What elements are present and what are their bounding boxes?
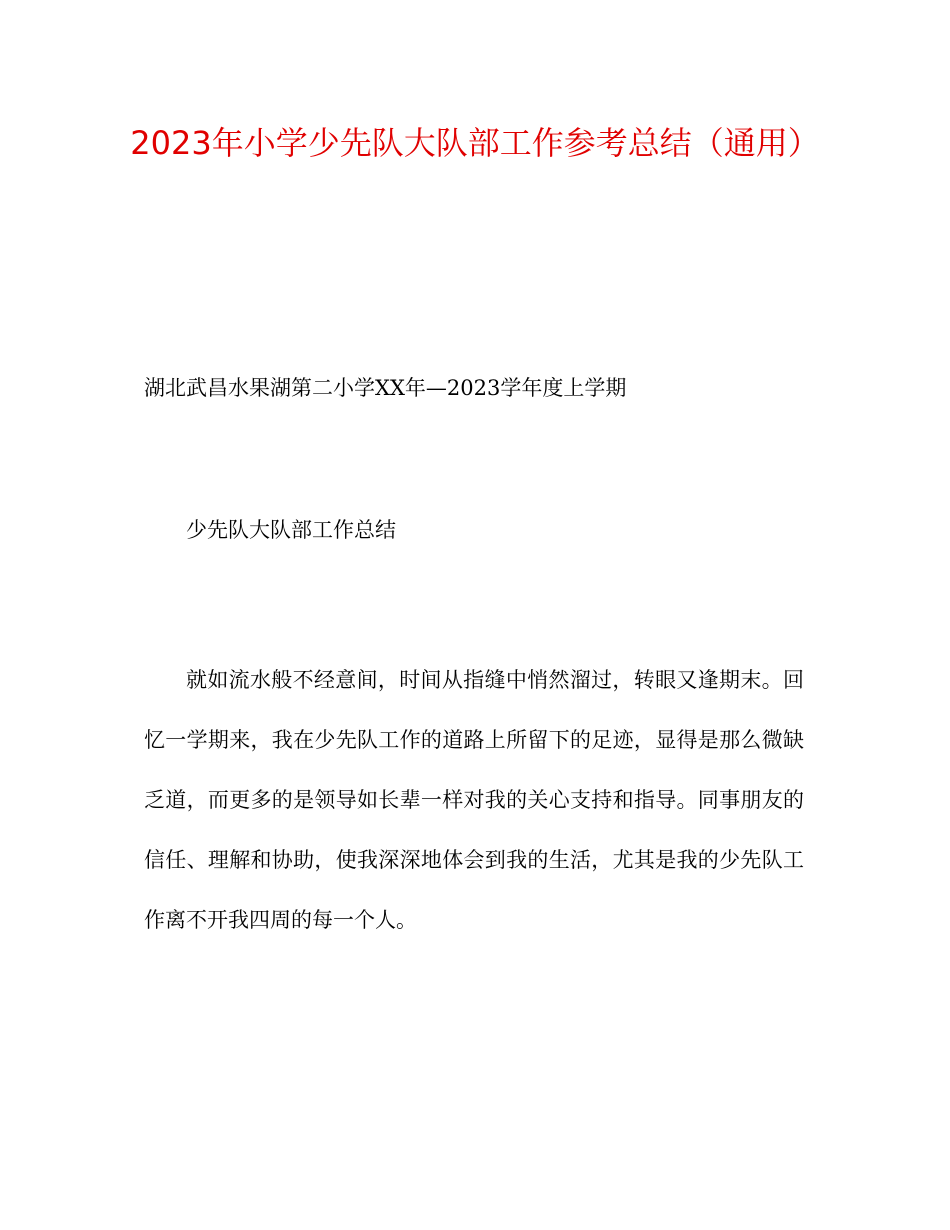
body-paragraph: 就如流水般不经意间，时间从指缝中悄然溜过，转眼又逢期末。回忆一学期来，我在少先队工作的道路上所留下的足迹，显得是那么微缺乏道，而更多的是领导如长辈一样对我的关心支持和指导。同事朋友的信任、理解和协助，使我深深地体会到我的生活，尤其是我的少先队工作离不开我四周的每一个人。 — [144, 668, 804, 932]
school-term-line: 湖北武昌水果湖第二小学XX年—2023学年度上学期 — [144, 376, 627, 400]
document-title: 2023年小学少先队大队部工作参考总结（通用） — [130, 124, 820, 162]
section-heading: 少先队大队部工作总结 — [186, 518, 396, 542]
